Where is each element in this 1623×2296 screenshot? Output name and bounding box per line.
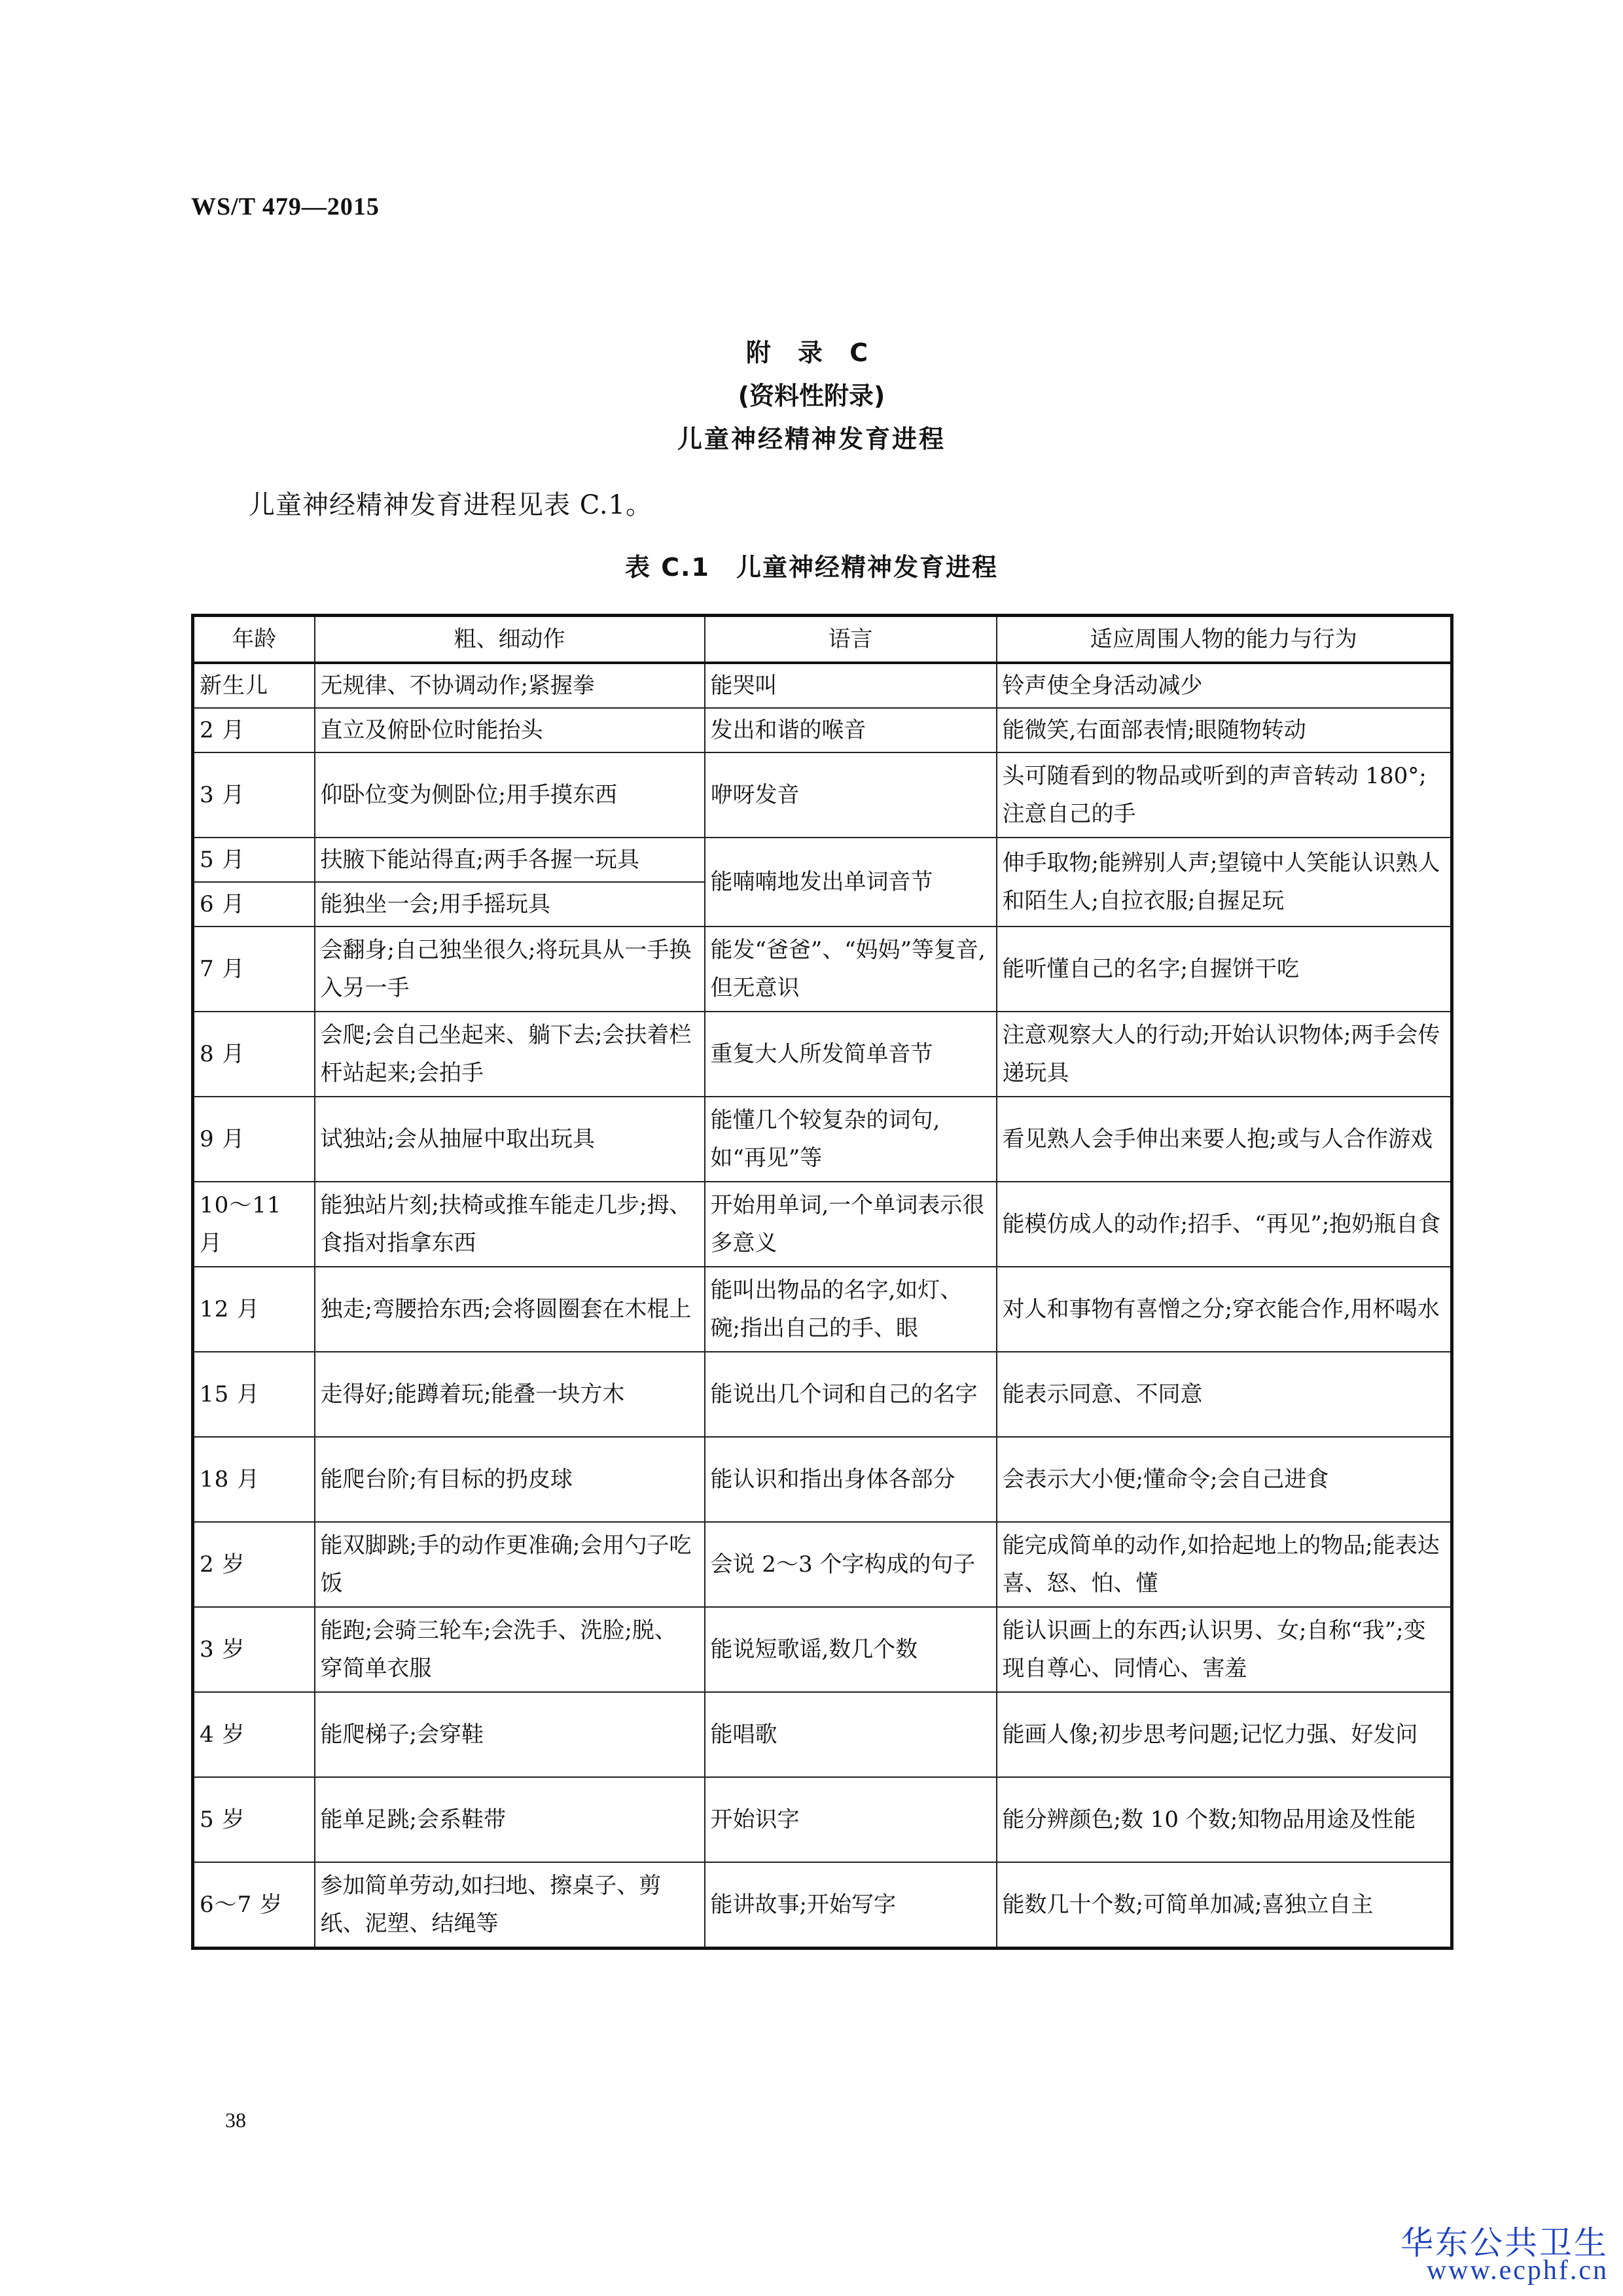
language-cell: 能说出几个词和自己的名字 bbox=[705, 1352, 997, 1437]
motor-cell: 直立及俯卧位时能抬头 bbox=[315, 708, 705, 752]
appendix-heading: 儿童神经精神发育进程 bbox=[677, 425, 946, 453]
motor-cell: 会爬;会自己坐起来、躺下去;会扶着栏杆站起来;会拍手 bbox=[315, 1012, 705, 1097]
social-cell: 对人和事物有喜憎之分;穿衣能合作,用杯喝水 bbox=[997, 1267, 1452, 1352]
motor-cell: 能爬梯子;会穿鞋 bbox=[315, 1692, 705, 1777]
age-cell: 9 月 bbox=[193, 1097, 315, 1182]
motor-cell: 独走;弯腰拾东西;会将圆圈套在木棍上 bbox=[315, 1267, 705, 1352]
social-cell: 能听懂自己的名字;自握饼干吃 bbox=[997, 927, 1452, 1012]
table-row bbox=[193, 663, 1452, 708]
table-row bbox=[193, 1522, 1452, 1607]
social-cell: 能数几十个数;可简单加减;喜独立自主 bbox=[997, 1862, 1452, 1949]
watermark-url: www.ecphf.cn bbox=[1426, 2255, 1609, 2286]
language-cell: 开始用单词,一个单词表示很多意义 bbox=[705, 1182, 997, 1267]
table-row bbox=[193, 1692, 1452, 1777]
age-cell: 5 月 bbox=[193, 838, 315, 882]
age-cell: 3 岁 bbox=[193, 1607, 315, 1692]
column-header-age: 年龄 bbox=[193, 616, 315, 663]
social-cell: 能完成简单的动作,如拾起地上的物品;能表达喜、怒、怕、懂 bbox=[997, 1522, 1452, 1607]
column-header-motor: 粗、细动作 bbox=[315, 616, 705, 663]
social-cell: 能模仿成人的动作;招手、“再见”;抱奶瓶自食 bbox=[997, 1182, 1452, 1267]
language-cell: 能讲故事;开始写字 bbox=[705, 1862, 997, 1949]
table-row bbox=[193, 752, 1452, 838]
language-cell: 能说短歌谣,数几个数 bbox=[705, 1607, 997, 1692]
table-row bbox=[193, 1097, 1452, 1182]
social-cell: 会表示大小便;懂命令;会自己进食 bbox=[997, 1437, 1452, 1522]
motor-cell: 能独坐一会;用手摇玩具 bbox=[315, 882, 705, 927]
table-row bbox=[193, 708, 1452, 752]
age-cell: 4 岁 bbox=[193, 1692, 315, 1777]
language-cell: 能喃喃地发出单词音节 bbox=[705, 838, 997, 927]
social-cell: 能画人像;初步思考问题;记忆力强、好发问 bbox=[997, 1692, 1452, 1777]
watermark-name: 华东公共卫生 bbox=[1400, 2224, 1609, 2262]
development-table bbox=[191, 614, 1454, 1950]
table-header-row bbox=[193, 616, 1452, 663]
social-cell: 能认识画上的东西;认识男、女;自称“我”;变现自尊心、同情心、害羞 bbox=[997, 1607, 1452, 1692]
table-row bbox=[193, 1352, 1452, 1437]
page-number: 38 bbox=[225, 2108, 246, 2132]
language-cell: 能发“爸爸”、“妈妈”等复音,但无意识 bbox=[705, 927, 997, 1012]
age-cell: 6 月 bbox=[193, 882, 315, 927]
language-cell: 开始识字 bbox=[705, 1777, 997, 1862]
age-cell: 8 月 bbox=[193, 1012, 315, 1097]
social-cell: 头可随看到的物品或听到的声音转动 180°;注意自己的手 bbox=[997, 752, 1452, 838]
motor-cell: 试独站;会从抽屉中取出玩具 bbox=[315, 1097, 705, 1182]
motor-cell: 能双脚跳;手的动作更准确;会用勺子吃饭 bbox=[315, 1522, 705, 1607]
age-cell: 18 月 bbox=[193, 1437, 315, 1522]
language-cell: 能唱歌 bbox=[705, 1692, 997, 1777]
age-cell: 12 月 bbox=[193, 1267, 315, 1352]
column-header-social: 适应周围人物的能力与行为 bbox=[997, 616, 1452, 663]
language-cell: 能哭叫 bbox=[705, 663, 997, 708]
table-row bbox=[193, 1437, 1452, 1522]
table-row bbox=[193, 1862, 1452, 1949]
age-cell: 15 月 bbox=[193, 1352, 315, 1437]
table-row bbox=[193, 1012, 1452, 1097]
table-row bbox=[193, 838, 1452, 882]
table-caption: 表 C.1 儿童神经精神发育进程 bbox=[625, 553, 998, 582]
table-row bbox=[193, 1182, 1452, 1267]
language-cell: 能认识和指出身体各部分 bbox=[705, 1437, 997, 1522]
standard-code: WS/T 479—2015 bbox=[191, 193, 380, 221]
age-cell: 5 岁 bbox=[193, 1777, 315, 1862]
social-cell: 注意观察大人的行动;开始认识物体;两手会传递玩具 bbox=[997, 1012, 1452, 1097]
language-cell: 能叫出物品的名字,如灯、碗;指出自己的手、眼 bbox=[705, 1267, 997, 1352]
social-cell: 铃声使全身活动减少 bbox=[997, 663, 1452, 708]
age-cell: 2 岁 bbox=[193, 1522, 315, 1607]
table-row bbox=[193, 1607, 1452, 1692]
table-row bbox=[193, 1777, 1452, 1862]
column-header-language: 语言 bbox=[705, 616, 997, 663]
language-cell: 能懂几个较复杂的词句,如“再见”等 bbox=[705, 1097, 997, 1182]
language-cell: 重复大人所发简单音节 bbox=[705, 1012, 997, 1097]
social-cell: 看见熟人会手伸出来要人抱;或与人合作游戏 bbox=[997, 1097, 1452, 1182]
age-cell: 新生儿 bbox=[193, 663, 315, 708]
language-cell: 发出和谐的喉音 bbox=[705, 708, 997, 752]
age-cell: 3 月 bbox=[193, 752, 315, 838]
language-cell: 会说 2～3 个字构成的句子 bbox=[705, 1522, 997, 1607]
social-cell: 能微笑,右面部表情;眼随物转动 bbox=[997, 708, 1452, 752]
social-cell: 能分辨颜色;数 10 个数;知物品用途及性能 bbox=[997, 1777, 1452, 1862]
motor-cell: 会翻身;自己独坐很久;将玩具从一手换入另一手 bbox=[315, 927, 705, 1012]
motor-cell: 能跑;会骑三轮车;会洗手、洗脸;脱、穿简单衣服 bbox=[315, 1607, 705, 1692]
motor-cell: 无规律、不协调动作;紧握拳 bbox=[315, 663, 705, 708]
development-table-container bbox=[191, 614, 1450, 1950]
table-row bbox=[193, 927, 1452, 1012]
motor-cell: 走得好;能蹲着玩;能叠一块方木 bbox=[315, 1352, 705, 1437]
motor-cell: 仰卧位变为侧卧位;用手摸东西 bbox=[315, 752, 705, 838]
age-cell: 2 月 bbox=[193, 708, 315, 752]
motor-cell: 能单足跳;会系鞋带 bbox=[315, 1777, 705, 1862]
motor-cell: 扶腋下能站得直;两手各握一玩具 bbox=[315, 838, 705, 882]
motor-cell: 参加简单劳动,如扫地、擦桌子、剪纸、泥塑、结绳等 bbox=[315, 1862, 705, 1949]
table-row bbox=[193, 1267, 1452, 1352]
motor-cell: 能独站片刻;扶椅或推车能走几步;拇、食指对指拿东西 bbox=[315, 1182, 705, 1267]
intro-paragraph: 儿童神经精神发育进程见表 C.1。 bbox=[249, 490, 653, 520]
language-cell: 咿呀发音 bbox=[705, 752, 997, 838]
age-cell: 7 月 bbox=[193, 927, 315, 1012]
appendix-subtitle: (资料性附录) bbox=[738, 381, 885, 410]
social-cell: 伸手取物;能辨别人声;望镜中人笑能认识熟人和陌生人;自拉衣服;自握足玩 bbox=[997, 838, 1452, 927]
motor-cell: 能爬台阶;有目标的扔皮球 bbox=[315, 1437, 705, 1522]
age-cell: 6～7 岁 bbox=[193, 1862, 315, 1949]
appendix-title: 附 录 C bbox=[745, 338, 878, 367]
age-cell: 10～11 月 bbox=[193, 1182, 315, 1267]
social-cell: 能表示同意、不同意 bbox=[997, 1352, 1452, 1437]
